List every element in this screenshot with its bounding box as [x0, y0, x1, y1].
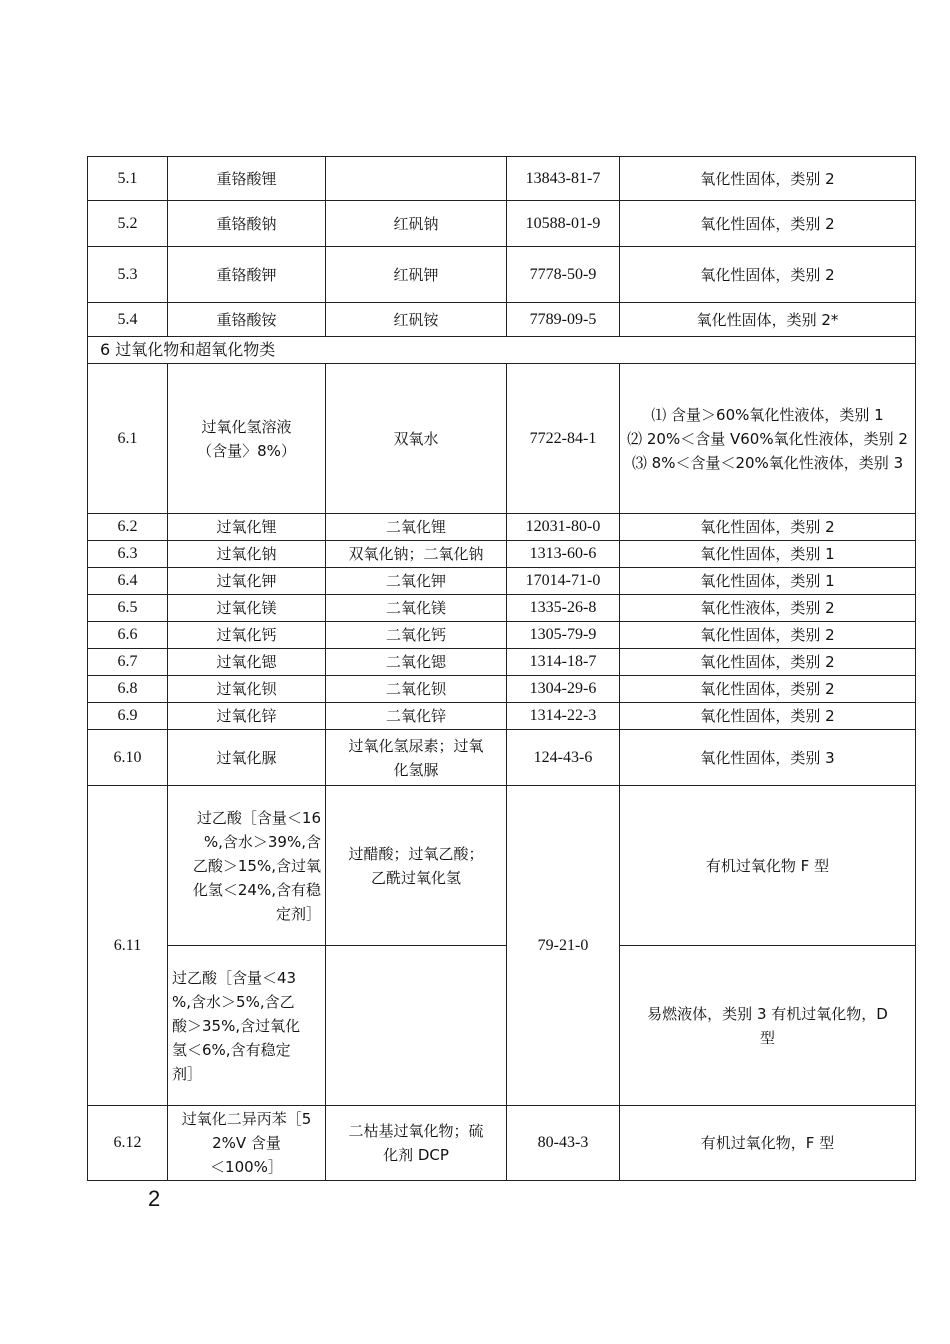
table-row — [88, 303, 916, 337]
cas-number: 7789-09-5 — [507, 303, 620, 337]
item-number: 6.11 — [88, 786, 168, 1106]
cas-number: 1335-26-8 — [507, 595, 620, 622]
table-row — [88, 247, 916, 303]
chemical-name: 过氧化脲 — [168, 730, 326, 786]
table-row — [88, 649, 916, 676]
table-row — [88, 622, 916, 649]
table-row — [88, 1106, 916, 1181]
chemical-alias: 过氧化氢尿素；过氧 化氢脲 — [326, 730, 507, 786]
chemical-alias — [326, 946, 507, 1106]
item-number: 6.2 — [88, 514, 168, 541]
chemical-name: 过氧化锶 — [168, 649, 326, 676]
hazard-class: 氧化性固体，类别 1 — [620, 541, 916, 568]
table-row — [88, 595, 916, 622]
table-row — [88, 568, 916, 595]
chemical-name: 过氧化锂 — [168, 514, 326, 541]
section-title: 6 过氧化物和超氧化物类 — [88, 337, 916, 364]
hazard-class: 易燃液体，类别 3 有机过氧化物，D 型 — [620, 946, 916, 1106]
table-row — [88, 157, 916, 201]
cas-number: 80-43-3 — [507, 1106, 620, 1181]
chemical-alias: 二氧化钾 — [326, 568, 507, 595]
hazard-class: 氧化性液体，类别 2 — [620, 595, 916, 622]
cas-number: 10588-01-9 — [507, 201, 620, 247]
cas-number: 1304-29-6 — [507, 676, 620, 703]
cas-number: 17014-71-0 — [507, 568, 620, 595]
chemical-alias: 双氧水 — [326, 364, 507, 514]
chemical-alias: 双氧化钠；二氧化钠 — [326, 541, 507, 568]
hazard-class: ⑴ 含量＞60%氧化性液体，类别 1 ⑵ 20%＜含量 V60%氧化性液体，类别 2 ⑶ 8%＜含量＜20%氧化性液体，类别 3 — [620, 364, 916, 514]
chemical-name: 过氧化氢溶液 （含量〉8%） — [168, 364, 326, 514]
chemical-name: 过氧化钾 — [168, 568, 326, 595]
chemical-name: 重铬酸锂 — [168, 157, 326, 201]
cas-number: 13843-81-7 — [507, 157, 620, 201]
hazard-class: 氧化性固体，类别 2 — [620, 201, 916, 247]
hazard-class: 氧化性固体，类别 2 — [620, 676, 916, 703]
cas-number: 124-43-6 — [507, 730, 620, 786]
cas-number: 12031-80-0 — [507, 514, 620, 541]
chemical-alias: 二枯基过氧化物；硫 化剂 DCP — [326, 1106, 507, 1181]
hazard-class: 氧化性固体，类别 2 — [620, 649, 916, 676]
hazard-class: 氧化性固体，类别 2 — [620, 703, 916, 730]
item-number: 6.4 — [88, 568, 168, 595]
hazardous-chemicals-table — [87, 156, 916, 1181]
cas-number: 1305-79-9 — [507, 622, 620, 649]
table-row — [88, 541, 916, 568]
section-row — [88, 337, 916, 364]
chemical-name: 过氧化镁 — [168, 595, 326, 622]
cas-number: 1314-22-3 — [507, 703, 620, 730]
chemical-alias: 二氧化钡 — [326, 676, 507, 703]
item-number: 6.3 — [88, 541, 168, 568]
chemical-name: 过氧化钠 — [168, 541, 326, 568]
chemical-alias — [326, 157, 507, 201]
hazard-class: 氧化性固体，类别 2 — [620, 247, 916, 303]
table-row — [88, 676, 916, 703]
table-row — [88, 514, 916, 541]
cas-number: 79-21-0 — [507, 786, 620, 1106]
item-number: 6.9 — [88, 703, 168, 730]
cas-number: 7778-50-9 — [507, 247, 620, 303]
cas-number: 1313-60-6 — [507, 541, 620, 568]
chemical-alias: 二氧化锌 — [326, 703, 507, 730]
item-number: 5.4 — [88, 303, 168, 337]
item-number: 6.8 — [88, 676, 168, 703]
item-number: 6.10 — [88, 730, 168, 786]
hazard-class: 氧化性固体，类别 3 — [620, 730, 916, 786]
chemical-alias: 红矾铵 — [326, 303, 507, 337]
chemical-alias: 二氧化锂 — [326, 514, 507, 541]
item-number: 6.7 — [88, 649, 168, 676]
hazard-class: 氧化性固体，类别 2 — [620, 157, 916, 201]
item-number: 6.1 — [88, 364, 168, 514]
item-number: 5.2 — [88, 201, 168, 247]
chemical-alias: 红矾钾 — [326, 247, 507, 303]
chemical-alias: 过醋酸；过氧乙酸； 乙酰过氧化氢 — [326, 786, 507, 946]
hazard-class: 氧化性固体，类别 2 — [620, 514, 916, 541]
table-row — [88, 364, 916, 514]
item-number: 5.1 — [88, 157, 168, 201]
hazard-class: 有机过氧化物，F 型 — [620, 1106, 916, 1181]
hazard-class: 氧化性固体，类别 2 — [620, 622, 916, 649]
table-row — [88, 786, 916, 946]
chemical-name: 过氧化钙 — [168, 622, 326, 649]
item-number: 5.3 — [88, 247, 168, 303]
chemical-name: 重铬酸钠 — [168, 201, 326, 247]
cas-number: 1314-18-7 — [507, 649, 620, 676]
item-number: 6.12 — [88, 1106, 168, 1181]
hazard-class: 有机过氧化物 F 型 — [620, 786, 916, 946]
hazard-class: 氧化性固体，类别 1 — [620, 568, 916, 595]
item-number: 6.5 — [88, 595, 168, 622]
hazard-class: 氧化性固体，类别 2* — [620, 303, 916, 337]
chemical-name: 过乙酸［含量＜43 %,含水＞5%,含乙 酸＞35%,含过氧化 氢＜6%,含有稳定 剂］ — [168, 946, 326, 1106]
chemical-name: 过氧化锌 — [168, 703, 326, 730]
table-row — [88, 730, 916, 786]
chemical-name: 过氧化钡 — [168, 676, 326, 703]
page-number: 2 — [148, 1186, 161, 1211]
chemical-alias: 二氧化锶 — [326, 649, 507, 676]
cas-number: 7722-84-1 — [507, 364, 620, 514]
chemical-name: 重铬酸钾 — [168, 247, 326, 303]
chemical-name: 过乙酸［含量＜16 %,含水＞39%,含 乙酸＞15%,含过氧 化氢＜24%,含有稳 定剂］ — [168, 786, 326, 946]
chemical-name: 过氧化二异丙苯［5 2%V 含量 ＜100%］ — [168, 1106, 326, 1181]
chemical-alias: 二氧化钙 — [326, 622, 507, 649]
chemical-alias: 二氧化镁 — [326, 595, 507, 622]
chemical-name: 重铬酸铵 — [168, 303, 326, 337]
table-row — [88, 201, 916, 247]
table-row — [88, 703, 916, 730]
table-row — [88, 946, 916, 1106]
chemical-alias: 红矾钠 — [326, 201, 507, 247]
item-number: 6.6 — [88, 622, 168, 649]
